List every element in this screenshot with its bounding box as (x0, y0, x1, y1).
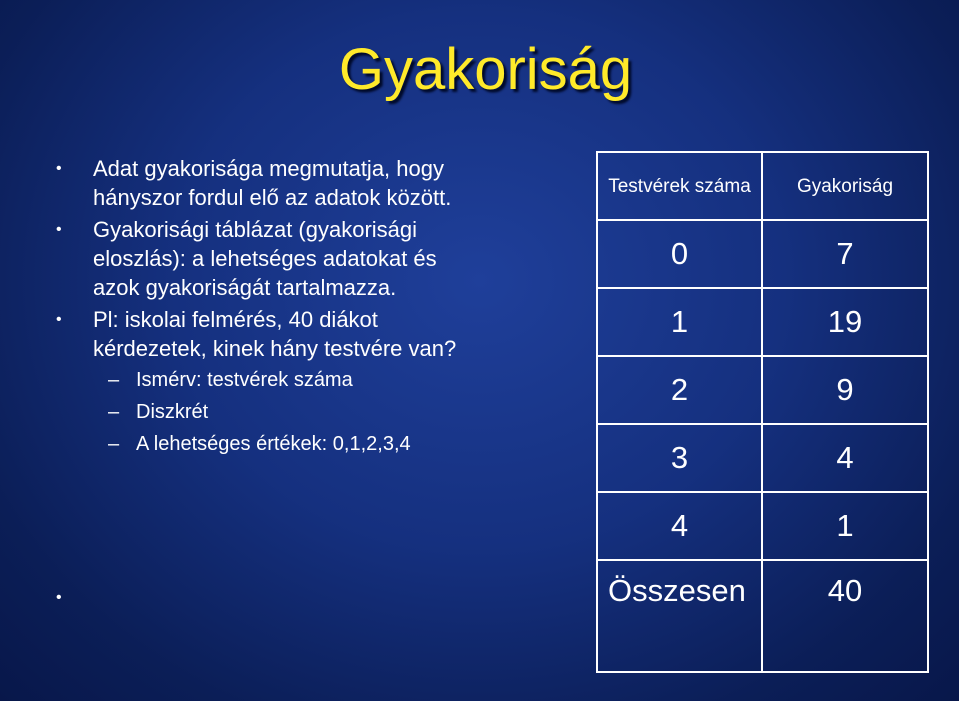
bullet-list (56, 154, 476, 462)
sub-bullet-item (56, 365, 476, 395)
bullet-dot-icon: • (56, 160, 62, 177)
sub-bullet-item (56, 429, 476, 459)
header-siblings: Testvérek száma (597, 152, 762, 220)
table-total-row (597, 560, 928, 672)
cell-frequency: 4 (762, 424, 928, 492)
sub-bullet-text: A lehetséges értékek: 0,1,2,3,4 (136, 433, 411, 455)
sub-bullet-item (56, 397, 476, 427)
table-row (597, 220, 928, 288)
table-row (597, 356, 928, 424)
cell-frequency: 7 (762, 220, 928, 288)
cell-value: 2 (597, 356, 762, 424)
bullet-dot-icon: • (56, 221, 62, 238)
bullet-text: Gyakorisági táblázat (gyakorisági eloszlás): a lehetséges adatokat és azok gyakoriságát tartalmazza. (93, 217, 437, 300)
bullet-text: Adat gyakorisága megmutatja, hogy hányszor fordul elő az adatok között. (93, 156, 452, 210)
cell-value: 4 (597, 492, 762, 560)
table-row (597, 288, 928, 356)
cell-value: 1 (597, 288, 762, 356)
bullet-dot-icon: • (56, 311, 62, 328)
total-value: 40 (762, 560, 928, 672)
total-label: Összesen (597, 560, 762, 672)
table-row (597, 424, 928, 492)
cell-value: 3 (597, 424, 762, 492)
cell-value: 0 (597, 220, 762, 288)
table-header-row (597, 152, 928, 220)
bullet-text: Pl: iskolai felmérés, 40 diákot kérdezetek, kinek hány testvére van? (93, 307, 457, 361)
dash-icon: – (108, 401, 120, 423)
table-row (597, 492, 928, 560)
dash-icon: – (108, 433, 120, 455)
dash-icon: – (108, 369, 120, 391)
frequency-table (596, 151, 929, 673)
bullet-item (56, 154, 476, 212)
cell-frequency: 19 (762, 288, 928, 356)
cell-frequency: 9 (762, 356, 928, 424)
empty-bullet-dot-icon: • (56, 589, 62, 606)
sub-bullet-text: Ismérv: testvérek száma (136, 369, 353, 391)
bullet-item (56, 215, 476, 302)
header-frequency: Gyakoriság (762, 152, 928, 220)
slide-title: Gyakoriság (338, 37, 633, 102)
bullet-item (56, 305, 476, 459)
sub-bullet-text: Diszkrét (136, 401, 209, 423)
cell-frequency: 1 (762, 492, 928, 560)
